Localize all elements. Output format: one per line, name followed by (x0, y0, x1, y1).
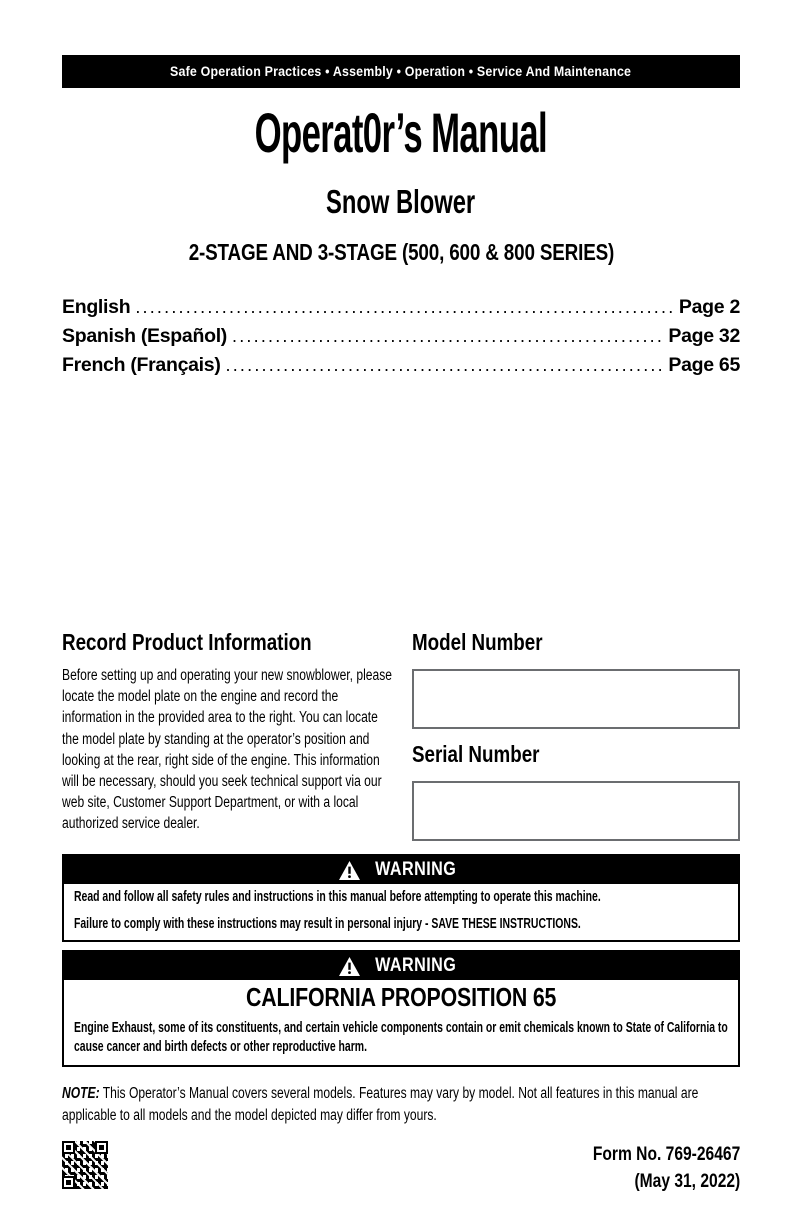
manual-cover-page (62, 0, 740, 1195)
toc-label: French (Français) (62, 354, 221, 376)
record-product-heading: Record Product Information (62, 629, 312, 655)
model-serial-column (412, 628, 740, 841)
note-label: NOTE: (62, 1085, 100, 1102)
prop65-text: Engine Exhaust, some of its constituents, and certain vehicle components contain or emit chemicals known to State of California to cause cancer and birth defects or other reproductive harm. (74, 1020, 728, 1055)
warning-header-bar (64, 856, 738, 884)
warning-box-prop65 (62, 950, 740, 1067)
toc-label: Spanish (Español) (62, 325, 228, 347)
warning-triangle-icon (339, 957, 360, 976)
toc-label: English (62, 296, 131, 318)
toc-page-number: Page 32 (668, 325, 740, 347)
series-line: 2-STAGE AND 3-STAGE (500, 600 & 800 SERIES) (188, 239, 614, 265)
record-product-section (62, 628, 740, 841)
product-name: Snow Blower (326, 183, 476, 220)
warning-box-safety (62, 854, 740, 942)
qr-finder-pattern (62, 1176, 75, 1189)
serial-number-heading: Serial Number (412, 741, 540, 767)
model-number-box (412, 669, 740, 729)
page-title: Operat0r’s Manual (254, 101, 548, 164)
prop65-title: CALIFORNIA PROPOSITION 65 (245, 982, 557, 1012)
dot-leader (232, 322, 663, 351)
warning-header-bar (64, 952, 738, 980)
top-banner-text: Safe Operation Practices • Assembly • Operation • Service And Maintenance (170, 64, 632, 79)
toc-page-number: Page 65 (668, 354, 740, 376)
warning-header-text: WARNING (374, 859, 457, 880)
serial-number-box (412, 781, 740, 841)
page-footer (62, 1141, 740, 1195)
dot-leader (226, 351, 664, 380)
toc-item-english (62, 293, 740, 322)
form-date: (May 31, 2022) (634, 1170, 740, 1192)
toc-item-spanish (62, 322, 740, 351)
warning-line: Read and follow all safety rules and instructions in this manual before attempting to operate this machine. (74, 889, 601, 905)
record-product-body: Before setting up and operating your new snowblower, please locate the model plate on the engine and record the information in the provided area to the right. You can locate the model plate by standing at the operator’s position and looking at the rear, right side of the engine. This information will be necessary, should you seek technical support via our web site, Customer Support Department, or with a local authorized service dealer. (62, 667, 393, 833)
note-paragraph (62, 1083, 740, 1127)
qr-finder-pattern (95, 1141, 108, 1154)
warning-header-text: WARNING (374, 955, 457, 976)
warning-line: Failure to comply with these instructions may result in personal injury - SAVE THESE INSTRUCTIONS. (74, 916, 581, 932)
prop65-body (64, 1017, 738, 1065)
qr-finder-pattern (62, 1141, 75, 1154)
qr-code (62, 1141, 108, 1189)
toc-item-french (62, 351, 740, 380)
note-text: This Operator’s Manual covers several models. Features may vary by model. Not all features in this manual are applicable to all models and the model depicted may differ from yours. (62, 1085, 699, 1124)
record-info-column (62, 628, 394, 841)
toc-page-number: Page 2 (678, 296, 740, 318)
form-number: Form No. 769-26467 (592, 1143, 740, 1165)
dot-leader (135, 293, 674, 322)
warning-triangle-icon (339, 861, 360, 880)
model-number-heading: Model Number (412, 629, 543, 655)
top-banner (62, 55, 740, 88)
warning-body (64, 884, 738, 940)
table-of-contents (62, 293, 740, 380)
form-number-block (556, 1141, 740, 1195)
